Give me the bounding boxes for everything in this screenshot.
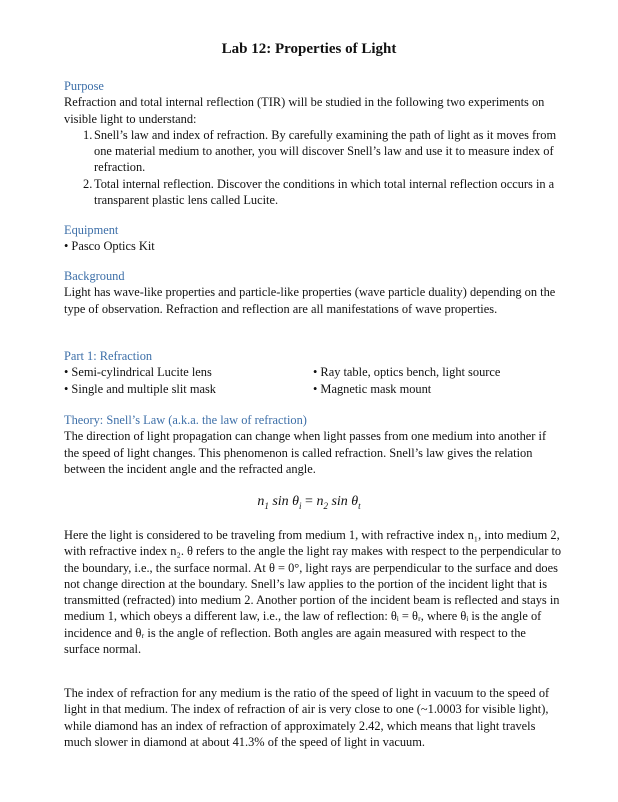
purpose-item-number: 2. (83, 176, 93, 191)
purpose-section (64, 78, 562, 208)
theory-text: The direction of light propagation can change when light passes from one medium into another if the speed of light changes. This phenomenon is called refraction. Snell’s law gives the relation between the incident angle and the refracted angle. (64, 429, 547, 476)
theory-section (64, 412, 562, 477)
page-title: Lab 12: Properties of Light (221, 41, 397, 57)
part1-item: • Semi-cylindrical Lucite lens (64, 365, 212, 380)
explanation-paragraph-2 (64, 685, 562, 750)
formula-n2: n (316, 494, 324, 509)
purpose-item-2 (64, 176, 562, 209)
formula-sub-t: t (358, 500, 361, 511)
formula-sub-2: 2 (323, 500, 328, 511)
formula-sub-i: i (299, 500, 302, 511)
equipment-heading: Equipment (64, 223, 119, 237)
theory-heading: Theory: Snell’s Law (a.k.a. the law of refraction) (64, 413, 307, 427)
purpose-item-1 (64, 127, 562, 176)
part1-left-column (64, 364, 313, 397)
part1-materials (64, 364, 562, 397)
purpose-intro: Refraction and total internal reflection (TIR) will be studied in the following two experiments on visible light to understand: (64, 95, 545, 126)
background-text: Light has wave-like properties and particle-like properties (wave particle duality) depending on the type of observation. Refraction and reflection are all manifestations of wave properties. (64, 285, 556, 316)
formula-sub-1: 1 (264, 500, 269, 511)
formula-sin-theta-t: sin θ (327, 494, 359, 509)
purpose-item-text: Total internal reflection. Discover the conditions in which total internal reflection occurs in a transparent plastic lens called Lucite. (94, 176, 555, 208)
equipment-item: • Pasco Optics Kit (64, 239, 155, 254)
explanation-paragraph-1 (64, 527, 562, 657)
part1-item: • Single and multiple slit mask (64, 381, 216, 396)
paragraph-text: The index of refraction for any medium is the ratio of the speed of light in vacuum to the speed of light in that medium. The index of refraction of air is very close to one (~1.0003 for visible light), while diamond has an index of refraction of approximately 2.42, which means that light travels much slower in diamond at about 41.3% of the speed of light in vacuum. (64, 686, 550, 749)
purpose-heading: Purpose (64, 79, 104, 93)
part1-item: • Ray table, optics bench, light source (313, 365, 501, 380)
background-section (64, 268, 562, 317)
equipment-section (64, 222, 562, 255)
formula-sin-theta-i: sin θ (268, 494, 300, 509)
formula-equals: = (301, 494, 317, 509)
purpose-item-number: 1. (83, 127, 93, 142)
snells-law-formula (0, 493, 618, 515)
part1-heading: Part 1: Refraction (64, 349, 153, 363)
background-heading: Background (64, 269, 125, 283)
formula-n1: n (257, 494, 265, 509)
purpose-item-text: Snell’s law and index of refraction. By carefully examining the path of light as it moves from one material medium to another, you will discover Snell’s law and use it to measure index of refraction. (94, 127, 557, 175)
part1-right-column (313, 364, 562, 397)
paragraph-text: Here the light is considered to be traveling from medium 1, with refractive index n₁, into medium 2, with refractive index n₂. θ refers to the angle the light ray makes with respect to the perpendicular to the boundary, i.e., the surface normal. At θ = 0°, light rays are perpendicular to the surface and does not change direction at the boundary. Snell’s law applies to the portion of the incident light that is transmitted (refracted) into medium 2. Another portion of the incident beam is reflected and stays in medium 1, which obeys a different law, i.e., the law of reflection: θᵢ = θᵣ, where θᵢ is the angle of incidence and θᵣ is the angle of reflection. Both angles are again measured with respect to the surface normal. (64, 528, 562, 657)
part1-item: • Magnetic mask mount (313, 381, 432, 396)
part1-section (64, 348, 562, 397)
